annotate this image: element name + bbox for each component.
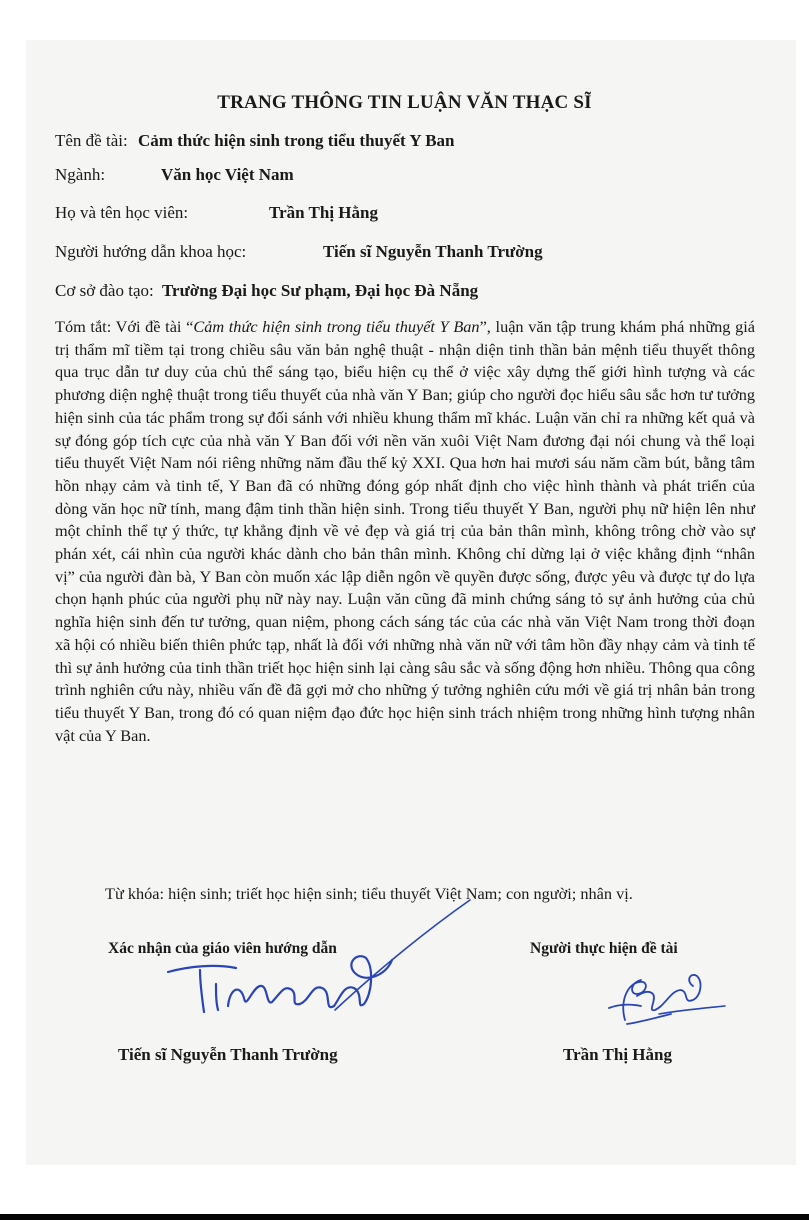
student-value: Trần Thị Hằng [269, 203, 378, 222]
institution-row [55, 281, 478, 301]
document-title: TRANG THÔNG TIN LUẬN VĂN THẠC SĨ [217, 92, 592, 113]
student-row [55, 203, 378, 223]
supervisor-heading: Xác nhận của giáo viên hướng dẫn [108, 940, 337, 957]
keywords-paragraph: Từ khóa: hiện sinh; triết học hiện sinh; tiểu thuyết Việt Nam; con người; nhân vị. [105, 884, 633, 903]
author-name: Trần Thị Hằng [563, 1045, 672, 1064]
student-label: Họ và tên học viên: [55, 203, 189, 222]
institution-label: Cơ sở đào tạo: [55, 281, 154, 300]
advisor-value: Tiến sĩ Nguyễn Thanh Trường [323, 242, 543, 261]
advisor-label: Người hướng dẫn khoa học: [55, 242, 247, 261]
supervisor-signature [160, 888, 480, 1028]
thesis-topic-value: Cảm thức hiện sinh trong tiểu thuyết Y Ban [137, 131, 455, 150]
abstract-lead: Tóm tắt: Với đề tài “ [55, 317, 194, 336]
advisor-row [55, 242, 543, 262]
author-signature [585, 960, 735, 1040]
thesis-topic-row [55, 131, 455, 151]
abstract-thesis-title: Cảm thức hiện sinh trong tiểu thuyết Y Ban [193, 317, 480, 336]
major-label: Ngành: [55, 165, 106, 184]
abstract-paragraph [55, 316, 755, 747]
author-heading: Người thực hiện đề tài [530, 940, 678, 957]
bottom-border [0, 1214, 809, 1220]
abstract-body: ”, luận văn tập trung khám phá những giá trị thẩm mĩ tiềm tại trong chiều sâu văn bản nghệ thuật - nhận diện tinh thần bản mệnh tiểu thuyết thông qua trục dẫn tư duy của chủ thể sáng tạo, biểu hiện cụ thể ở việc xây dựng thế giới hình tượng và các phương diện nghệ thuật trong tiểu thuyết của nhà văn Y Ban; giúp cho người đọc hiểu sâu sắc hơn tư tưởng hiện sinh của tác phẩm trong sự đối sánh với nhiều khung thẩm mĩ khác. Luận văn chỉ ra những kết quả và sự đóng góp tích cực của nhà văn Y Ban đối với nền văn xuôi Việt Nam đương đại nói chung và thể loại tiểu thuyết Việt Nam nói riêng những năm đầu thế kỷ XXI. Qua hơn hai mươi sáu năm cầm bút, bằng tâm hồn nhạy cảm và tinh tế, Y Ban đã có những đóng góp nhất định cho việc hình thành và phát triển của dòng văn học nữ tính, mang đậm tinh thần hiện sinh. Trong tiểu thuyết Y Ban, người phụ nữ hiện lên như một chỉnh thể tự ý thức, tự khẳng định về vẻ đẹp và giá trị của bản thân mình, không trông chờ vào sự phán xét, cái nhìn của người khác dành cho bản thân mình. Không chỉ dừng lại ở việc khẳng định “nhân vị” của người đàn bà, Y Ban còn muốn xác lập diễn ngôn về quyền được sống, được yêu và được tự do lựa chọn hạnh phúc của người phụ nữ này nay. Luận văn cũng đã minh chứng sáng tỏ sự ảnh hưởng của chủ nghĩa hiện sinh đến tư tưởng, quan niệm, phong cách sáng tác của các nhà văn Việt Nam trong thời đoạn xã hội có nhiều biến thiên phức tạp, nhất là đối với những nhà văn nữ với tâm hồn đầy nhạy cảm và tinh tế thì sự ảnh hưởng của tinh thần triết học hiện sinh lại càng sâu sắc và sống động hơn nhiều. Thông qua công trình nghiên cứu này, nhiều vấn đề đã gợi mở cho những ý tưởng nghiên cứu mới về giá trị nhân bản trong tiểu thuyết Y Ban, trong đó có quan niệm đạo đức học hiện sinh trách nhiệm trong những hình tượng nhân vật của Y Ban. [55, 317, 755, 745]
supervisor-name: Tiến sĩ Nguyễn Thanh Trường [118, 1045, 338, 1064]
thesis-topic-label: Tên đề tài: [55, 131, 128, 150]
institution-value: Trường Đại học Sư phạm, Đại học Đà Nẵng [161, 281, 479, 300]
major-value: Văn học Việt Nam [161, 165, 294, 184]
major-row [55, 165, 294, 185]
